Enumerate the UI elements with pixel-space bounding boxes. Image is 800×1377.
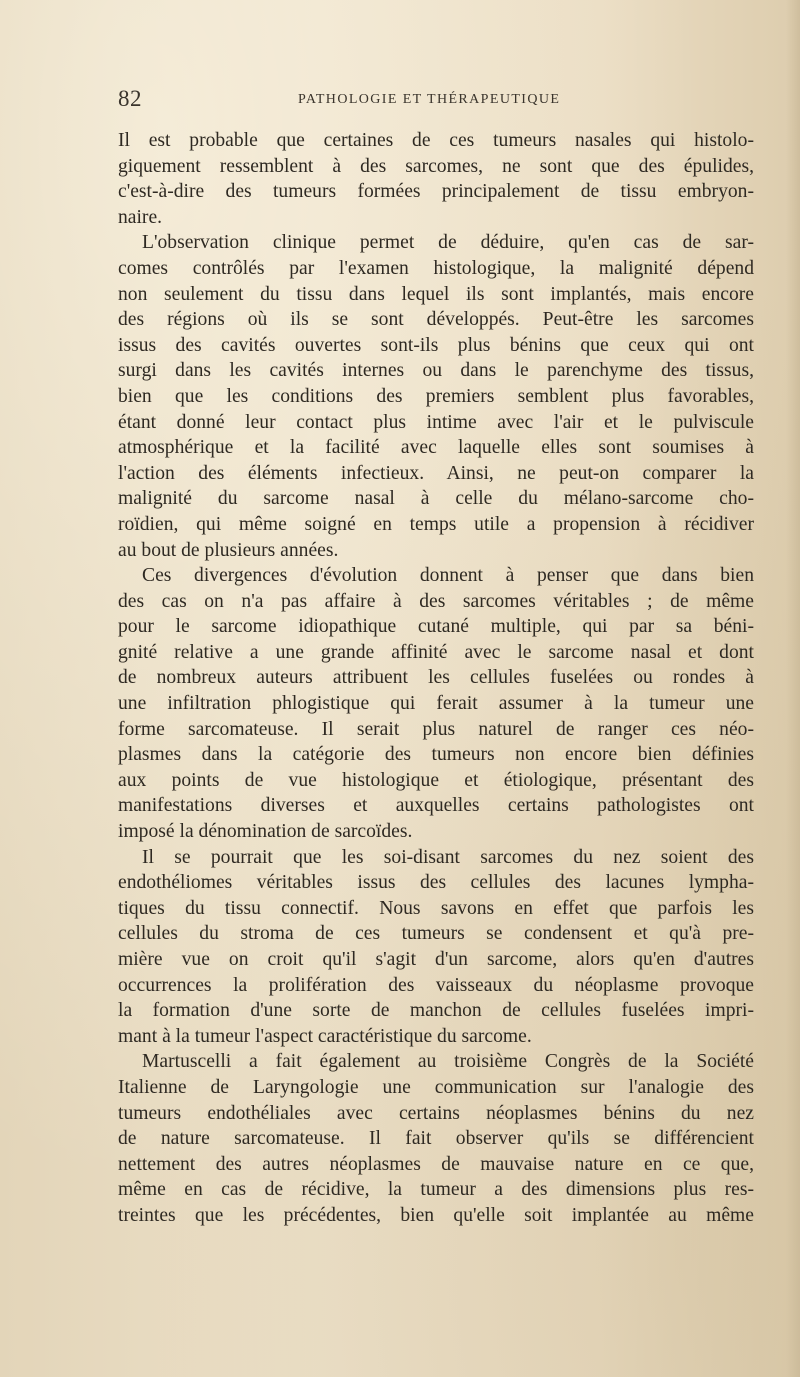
running-title: PATHOLOGIE ET THÉRAPEUTIQUE	[298, 92, 561, 107]
text-line: tiques du tissu connectif. Nous savons en effet que parfois les	[118, 897, 754, 919]
text-line: atmosphérique et la facilité avec laquelle elles sont soumises à	[118, 437, 754, 459]
paragraph	[118, 1049, 754, 1228]
text-line: malignité du sarcome nasal à celle du mélano-sarcome cho-	[118, 488, 754, 510]
text-line: des régions où ils se sont développés. Peut-être les sarcomes	[118, 309, 754, 331]
text-line: Il est probable que certaines de ces tumeurs nasales qui histolo-	[118, 130, 754, 151]
paragraph	[118, 128, 754, 230]
text-line: mière vue on croit qu'il s'agit d'un sarcome, alors qu'en d'autres	[118, 949, 754, 970]
text-line: Martuscelli a fait également au troisième Congrès de la Société	[142, 1051, 754, 1073]
text-line: Ces divergences d'évolution donnent à penser que dans bien	[142, 565, 754, 587]
text-line: surgi dans les cavités internes ou dans le parenchyme des tissus,	[118, 360, 754, 382]
text-line: des cas on n'a pas affaire à des sarcomes véritables ; de même	[118, 590, 754, 612]
text-line: L'observation clinique permet de déduire, qu'en cas de sar-	[142, 232, 754, 254]
text-line: plasmes dans la catégorie des tumeurs non encore bien définies	[118, 744, 754, 766]
text-line: tumeurs endothéliales avec certains néoplasmes bénins du nez	[118, 1102, 754, 1124]
text-line: nettement des autres néoplasmes de mauvaise nature en ce que,	[118, 1153, 754, 1175]
page-number: 82	[118, 86, 142, 111]
text-line: gnité relative a une grande affinité avec le sarcome nasal et dont	[118, 641, 754, 663]
text-line: issus des cavités ouvertes sont-ils plus bénins que ceux qui ont	[118, 334, 754, 356]
paragraph	[118, 230, 754, 563]
page-edge-shadow	[786, 0, 800, 1377]
text-line: l'action des éléments infectieux. Ainsi, ne peut-on comparer la	[118, 462, 754, 484]
text-line: au bout de plusieurs années.	[118, 539, 339, 561]
text-line: giquement ressemblent à des sarcomes, ne sont que des épulides,	[118, 155, 754, 177]
text-line: non seulement du tissu dans lequel ils sont implantés, mais encore	[118, 283, 754, 305]
text-line: étant donné leur contact plus intime avec l'air et le pulviscule	[118, 411, 754, 433]
text-line: Il se pourrait que les soi-disant sarcomes du nez soient des	[142, 846, 754, 868]
text-line: endothéliomes véritables issus des cellules des lacunes lympha-	[118, 872, 754, 894]
body-text	[118, 128, 754, 1229]
text-line: Italienne de Laryngologie une communication sur l'analogie des	[118, 1076, 754, 1098]
text-line: même en cas de récidive, la tumeur a des dimensions plus res-	[118, 1179, 754, 1201]
paragraph	[118, 845, 754, 1050]
text-line: la formation d'une sorte de manchon de cellules fuselées impri-	[118, 1000, 754, 1022]
text-line: imposé la dénomination de sarcoïdes.	[118, 821, 413, 843]
text-line: bien que les conditions des premiers semblent plus favorables,	[118, 385, 754, 407]
text-line: de nombreux auteurs attribuent les cellules fuselées ou rondes à	[118, 667, 754, 689]
paragraph	[118, 563, 754, 845]
text-line: comes contrôlés par l'examen histologique, la malignité dépend	[118, 257, 754, 279]
text-line: forme sarcomateuse. Il serait plus naturel de ranger ces néo-	[118, 718, 754, 740]
text-line: roïdien, qui même soigné en temps utile a propension à récidiver	[118, 513, 754, 535]
text-line: cellules du stroma de ces tumeurs se condensent et qu'à pre-	[118, 923, 754, 945]
text-line: manifestations diverses et auxquelles certains pathologistes ont	[118, 795, 754, 817]
text-line: occurrences la prolifération des vaisseaux du néoplasme provoque	[118, 974, 754, 996]
text-line: c'est-à-dire des tumeurs formées principalement de tissu embryon-	[118, 181, 754, 203]
text-line: aux points de vue histologique et étiologique, présentant des	[118, 769, 754, 791]
text-line: naire.	[118, 206, 163, 228]
page-header	[118, 86, 600, 116]
text-line: de nature sarcomateuse. Il fait observer qu'ils se différencient	[118, 1128, 754, 1150]
text-line: mant à la tumeur l'aspect caractéristique du sarcome.	[118, 1025, 532, 1047]
text-line: treintes que les précédentes, bien qu'elle soit implantée au même	[118, 1204, 754, 1226]
text-line: une infiltration phlogistique qui ferait assumer à la tumeur une	[118, 693, 754, 715]
text-line: pour le sarcome idiopathique cutané multiple, qui par sa béni-	[118, 616, 754, 638]
